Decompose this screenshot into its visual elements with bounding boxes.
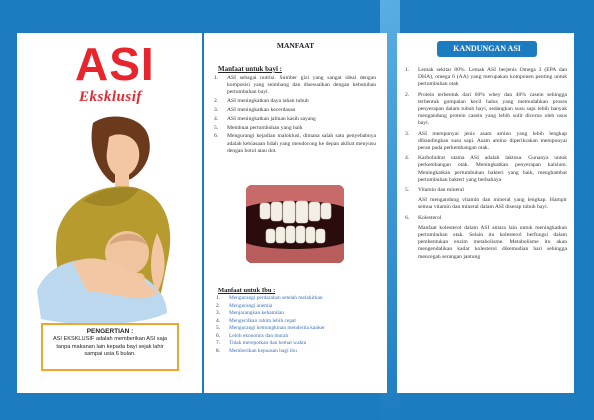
baby-benefits-list: [214, 75, 376, 157]
list-item: 1. ASI sebagai nutrisi. Sumber gizi yang sangat ideal dengan komposisi yang seimbang dan disesuaikan dengan kebutuhan pertumbuhan bayi.: [214, 75, 376, 96]
list-item: 5. Mengurangi kemungkinan menderita kanker: [216, 325, 325, 331]
list-item: 4. Karbohidrat utama ASI adalah laktosa. Gunanya untuk perkembangan otak. Meningkatkan penyerapan kalsium. Meningkatkan pertumbuhan bakteri yang baik, menghambat pertumbuhan bakteri yang berbahaya: [405, 155, 567, 183]
list-item: 1. Mengurangi perdarahan setelah melahirkan: [216, 295, 323, 301]
benefits-panel: [204, 33, 387, 393]
list-item: 8. Memberikan kepuasan bagi ibu: [216, 347, 297, 354]
list-item: 2. Mengurangi anemia: [216, 302, 273, 309]
definition-text: ASI EKSKLUSIF adalah memberikan ASI saja tanpa makanan lain kepada bayi sejak lahir sampai usia 6 bulan.: [52, 336, 168, 358]
list-item: 6. Mengurangi kejadian maloklusi, dimana salah satu penyebabnya adalah kebiasaan lidah yang mendorong ke depan akibat menyusu dengan botol atau dot.: [214, 133, 376, 154]
definition-box: [41, 323, 179, 371]
cover-panel: [17, 33, 202, 393]
list-item: 3. ASI meningkatkan kecerdasan: [214, 107, 296, 113]
contents-heading: KANDUNGAN ASI: [437, 41, 537, 57]
contents-list: [405, 67, 567, 264]
benefits-heading: MANFAAT: [276, 41, 315, 50]
teeth-photo: [246, 185, 344, 263]
cover-subtitle: Eksklusif: [79, 89, 142, 105]
list-item: 1. Lemak sekitar 80%. Lemak ASI berjenis Omega 3 (EPA dan DHA), omega 6 (AA) yang merupakan komponen penting untuk pertumbuhan otak: [405, 67, 567, 88]
definition-heading: PENGERTIAN :: [86, 328, 134, 335]
list-item: 5. Membuat pertumbuhan yang baik: [214, 124, 303, 131]
mother-benefits-title: Manfaat untuk Ibu :: [218, 287, 276, 294]
mother-benefits-list: [216, 295, 376, 355]
list-item: 5. Vitamin dan mineral ASI mengandung vitamin dan mineral yang lengkap. Hampir semua vitamin dan mineral dalam ASI diserap tubuh bayi.: [405, 187, 567, 211]
cover-title: ASI: [75, 38, 155, 90]
list-item: 6. Lebih ekonomis dan murah: [216, 332, 289, 339]
list-item: 2. Protein terbentuk dari 60% whey dan 40% casein sehingga terbentuk gumpalan kecil halus yang memudahkan proses penyerapan dalam tubuh bayi, sedangkan susu sapi lebih banyak mengandung protein casein yang lebih sulit dicerna oleh usus bayi.: [405, 91, 567, 127]
baby-benefits-title: Manfaat untuk bayi :: [218, 65, 282, 73]
list-item: 7. Tidak merepotkan dan hemat waktu: [216, 340, 307, 346]
breastfeeding-illustration: [17, 113, 202, 333]
list-item: 4. ASI meningkatkan jalinan kasih sayang: [214, 115, 316, 122]
list-item: 3. ASI mempunyai jenis asam amino yang lebih lengkap dibandingkan susu sapi. Asam amino diperikrakan mempunyai peran pada perkembangan otak.: [405, 130, 567, 152]
list-item: 2. ASI meningkatkan daya tahan tubuh: [214, 98, 309, 105]
list-item: 6. Kolesterol Manfaat kolesterol dalam ASI antara lain untuk meningkatkan pertumbuhan otak. Selain itu kolesterol berfungsi dalam pembentukan enzim metabolisme. Metabolisme itu akan mengendalikan kadar kolesterol dikemudian hari sehingga mencegah serangan jantung: [405, 214, 567, 260]
list-item: 3. Menjarangkan kehamilan: [216, 310, 284, 316]
decor-stripe: [0, 0, 594, 33]
contents-panel: [397, 33, 574, 393]
list-item: 4. Mengecilkan rahim lebih cepat: [216, 317, 296, 324]
